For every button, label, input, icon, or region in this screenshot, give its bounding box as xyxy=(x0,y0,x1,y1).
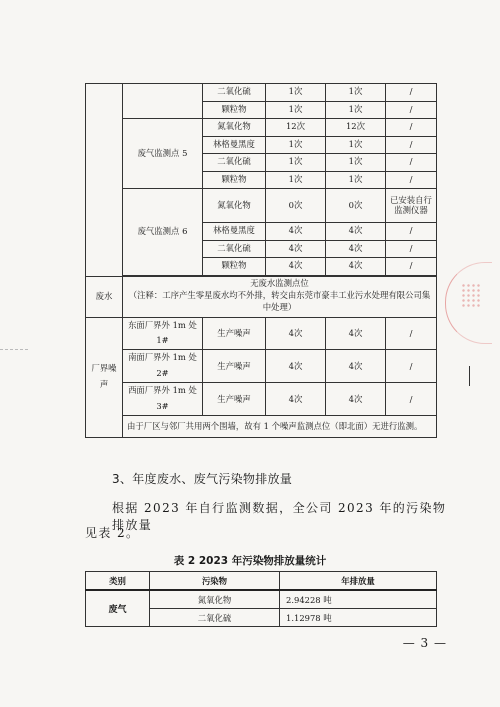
monitoring-point-cell: 东面厂界外 1m 处 1# xyxy=(123,317,203,350)
table-2-title: 表 2 2023 年污染物排放量统计 xyxy=(173,555,327,567)
note-cell: / xyxy=(386,119,437,137)
actual-frequency-cell: 4次 xyxy=(326,223,386,241)
planned-frequency-cell: 4次 xyxy=(266,240,326,258)
prior-point-cell xyxy=(123,84,203,119)
actual-frequency-cell: 4次 xyxy=(326,383,386,416)
note-cell: / xyxy=(386,223,437,241)
pollutant-cell: 生产噪声 xyxy=(203,350,266,383)
waste-gas-category-cell xyxy=(86,84,123,277)
actual-frequency-cell: 12次 xyxy=(326,119,386,137)
note-cell: / xyxy=(386,84,437,102)
noise-footnote-cell: 由于厂区与邻厂共用两个围墙，故有 1 个噪声监测点位（即北面）无进行监测。 xyxy=(123,416,437,438)
table-row xyxy=(86,189,437,223)
planned-frequency-cell: 4次 xyxy=(266,383,326,416)
boundary-noise-category-cell: 厂界噪声 xyxy=(86,317,123,438)
pollutant-cell: 生产噪声 xyxy=(203,317,266,350)
paragraph-line-2: 见表 2。 xyxy=(85,526,140,540)
binding-line xyxy=(0,349,28,350)
category-cell: 废气 xyxy=(86,590,150,627)
note-cell: / xyxy=(386,101,437,119)
actual-frequency-cell: 1次 xyxy=(326,171,386,189)
pollutant-cell: 二氧化硫 xyxy=(203,84,266,102)
planned-frequency-cell: 4次 xyxy=(266,258,326,276)
monitoring-point-cell: 西面厂界外 1m 处 3# xyxy=(123,383,203,416)
wastewater-note-line2: （注释：工序产生零星废水均不外排，转交由东莞市豪丰工业污水处理有限公司集中处理） xyxy=(128,289,431,313)
actual-frequency-cell: 4次 xyxy=(326,317,386,350)
pollutant-cell: 二氧化硫 xyxy=(203,240,266,258)
planned-frequency-cell: 1次 xyxy=(266,171,326,189)
note-cell: / xyxy=(386,317,437,350)
page-number: — 3 — xyxy=(402,636,447,650)
note-cell: / xyxy=(386,136,437,154)
table-row xyxy=(86,350,437,383)
pollutant-cell: 二氧化硫 xyxy=(150,609,280,627)
pollutant-cell: 颗粒物 xyxy=(203,101,266,119)
pollutant-cell: 林格曼黑度 xyxy=(203,223,266,241)
pollutant-cell: 林格曼黑度 xyxy=(203,136,266,154)
planned-frequency-cell: 4次 xyxy=(266,223,326,241)
wastewater-note-line1: 无废水监测点位 xyxy=(250,278,309,289)
pollutant-cell: 氮氧化物 xyxy=(150,590,280,609)
actual-frequency-cell: 1次 xyxy=(326,136,386,154)
table-row xyxy=(86,119,437,137)
planned-frequency-cell: 12次 xyxy=(266,119,326,137)
table-row xyxy=(86,317,437,350)
planned-frequency-cell: 1次 xyxy=(266,136,326,154)
pollutant-cell: 颗粒物 xyxy=(203,258,266,276)
note-cell: / xyxy=(386,171,437,189)
planned-frequency-cell: 4次 xyxy=(266,317,326,350)
planned-frequency-cell: 1次 xyxy=(266,101,326,119)
paragraph-line-1: 根据 2023 年自行监测数据，全公司 2023 年的污染物排放量 xyxy=(112,501,447,532)
pollutant-cell: 生产噪声 xyxy=(203,383,266,416)
wastewater-note-cell xyxy=(123,276,437,317)
header-annual-emission: 年排放量 xyxy=(280,572,437,591)
table-row xyxy=(86,276,437,317)
table-row xyxy=(86,590,437,609)
emission-amount-cell: 2.94228 吨 xyxy=(280,590,437,609)
note-cell: / xyxy=(386,383,437,416)
note-cell: / xyxy=(386,154,437,172)
section-3-heading: 3、年度废水、废气污染物排放量 xyxy=(112,472,293,486)
actual-frequency-cell: 1次 xyxy=(326,154,386,172)
planned-frequency-cell: 1次 xyxy=(266,154,326,172)
actual-frequency-cell: 4次 xyxy=(326,240,386,258)
table-row xyxy=(86,416,437,438)
table-row xyxy=(86,383,437,416)
note-cell: / xyxy=(386,350,437,383)
emission-amount-cell: 1.12978 吨 xyxy=(280,609,437,627)
pollutant-cell: 氮氧化物 xyxy=(203,189,266,223)
header-category: 类别 xyxy=(86,572,150,591)
emission-table xyxy=(85,571,437,627)
wastewater-category-cell: 废水 xyxy=(86,276,123,317)
actual-frequency-cell: 1次 xyxy=(326,101,386,119)
actual-frequency-cell: 0次 xyxy=(326,189,386,223)
note-cell: / xyxy=(386,258,437,276)
actual-frequency-cell: 4次 xyxy=(326,350,386,383)
table-header-row xyxy=(86,572,437,591)
pollutant-cell: 颗粒物 xyxy=(203,171,266,189)
monitoring-point-cell: 废气监测点 6 xyxy=(123,189,203,276)
planned-frequency-cell: 1次 xyxy=(266,84,326,102)
planned-frequency-cell: 0次 xyxy=(266,189,326,223)
note-cell: / xyxy=(386,240,437,258)
monitoring-frequency-table xyxy=(85,83,437,438)
table-row xyxy=(86,84,437,102)
note-cell: 已安装自行监测仪器 xyxy=(386,189,437,223)
red-seal-stamp-texture xyxy=(461,283,481,307)
actual-frequency-cell: 4次 xyxy=(326,258,386,276)
planned-frequency-cell: 4次 xyxy=(266,350,326,383)
edge-mark xyxy=(469,366,470,386)
actual-frequency-cell: 1次 xyxy=(326,84,386,102)
pollutant-cell: 二氧化硫 xyxy=(203,154,266,172)
monitoring-point-cell: 南面厂界外 1m 处 2# xyxy=(123,350,203,383)
header-pollutant: 污染物 xyxy=(150,572,280,591)
pollutant-cell: 氮氧化物 xyxy=(203,119,266,137)
monitoring-point-cell: 废气监测点 5 xyxy=(123,119,203,189)
